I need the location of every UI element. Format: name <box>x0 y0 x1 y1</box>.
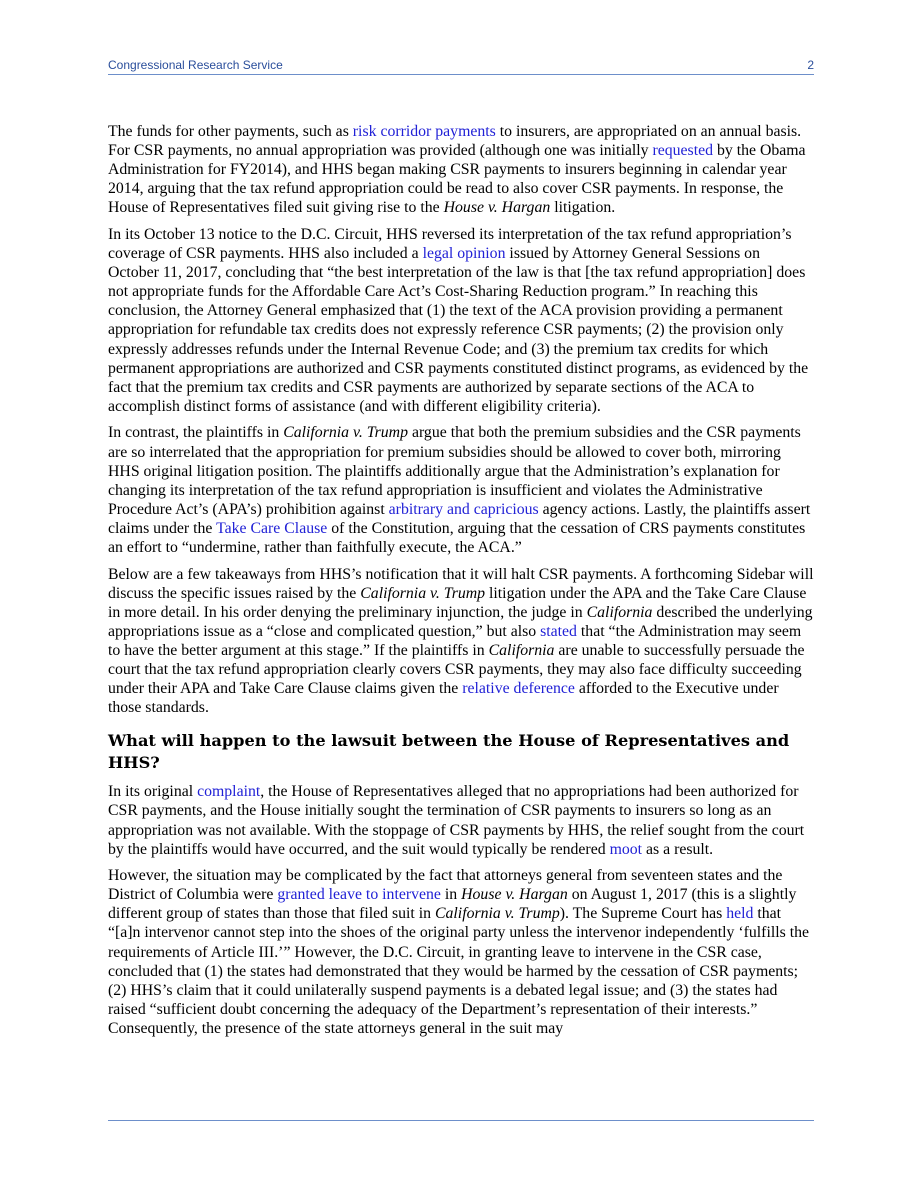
paragraph-house-complaint: In its original complaint, the House of Representatives alleged that no appropriations had been authorized for CSR payments, and the House initially sought the termination of CSR payments to insurers so long as an appropriation was not available. With the stoppage of CSR payments by HHS, the relief sought from the court by the plaintiffs would have occurred, and the suit would typically be rendered moot as a result. <box>108 783 805 858</box>
paragraph-plaintiffs-argument: In contrast, the plaintiffs in California v. Trump argue that both the premium subsidies and the CSR payments are so interrelated that the appropriation for premium subsidies should be allowed to cover both, mirroring HHS original litigation position. The plaintiffs additionally argue that the Administration’s explanation for changing its interpretation of the tax refund appropriation is insufficient and violates the Administrative Procedure Act’s (APA’s) prohibition against arbitrary and capricious agency actions. Lastly, the plaintiffs assert claims under the Take Care Clause of the Constitution, arguing that the cessation of CRS payments constitutes an effort to “undermine, rather than faithfully execute, the ACA.” <box>108 424 811 556</box>
link-complaint[interactable]: complaint <box>197 783 261 801</box>
link-arbitrary-and-capricious[interactable]: arbitrary and capricious <box>388 500 539 518</box>
header-divider <box>108 74 814 75</box>
case-name: California <box>586 603 653 621</box>
case-name: House v. Hargan <box>443 199 551 217</box>
link-relative-deference[interactable]: relative deference <box>462 680 575 698</box>
paragraph-intervenors: However, the situation may be complicated by the fact that attorneys general from seventeen states and the District of Columbia were granted leave to intervene in House v. Hargan on August 1, 2017 (this is a slightly different group of states than those that filed suit in California v. Trump). The Supreme Court has held that “[a]n intervenor cannot step into the shoes of the original party unless the intervenor independently ‘fulfills the requirements of Article III.’” However, the D.C. Circuit, in granting leave to intervene in the CSR case, concluded that (1) the states had demonstrated that they would be harmed by the cessation of CSR payments; (2) HHS’s claim that it could unilaterally suspend payments is a debated legal issue; and (3) the states had raised “sufficient doubt concerning the adequacy of the Department’s representation of their interests.” Consequently, the presence of the state attorneys general in the suit may <box>108 867 810 1037</box>
header-organization: Congressional Research Service <box>108 58 283 72</box>
link-take-care-clause[interactable]: Take Care Clause <box>216 519 328 537</box>
page-number: 2 <box>807 58 814 72</box>
case-name: House v. Hargan <box>461 886 568 904</box>
section-heading: What will happen to the lawsuit between the House of Representatives and HHS? <box>108 731 790 773</box>
document-body <box>108 122 814 1046</box>
link-held[interactable]: held <box>726 905 754 923</box>
link-requested[interactable]: requested <box>652 142 713 160</box>
link-granted-leave-to-intervene[interactable]: granted leave to intervene <box>277 886 441 904</box>
footer-divider <box>108 1120 814 1121</box>
link-risk-corridor-payments[interactable]: risk corridor payments <box>352 123 496 140</box>
link-legal-opinion[interactable]: legal opinion <box>422 245 506 263</box>
link-stated[interactable]: stated <box>540 622 577 640</box>
link-moot[interactable]: moot <box>609 840 643 858</box>
paragraph-hhs-reversal: In its October 13 notice to the D.C. Circuit, HHS reversed its interpretation of the tax refund appropriation’s coverage of CSR payments. HHS also included a legal opinion issued by Attorney General Sessions on October 11, 2017, concluding that “the best interpretation of the law is that [the tax refund appropriation] does not appropriate funds for the Affordable Care Act’s Cost-Sharing Reduction program.” In reaching this conclusion, the Attorney General emphasized that (1) the text of the ACA provision providing a permanent appropriation for refundable tax credits does not expressly reference CSR payments; (2) the provision only expressly addresses refunds under the Internal Revenue Code; and (3) the premium tax credits for which permanent appropriations are authorized and CSR payments constituted distinct programs, as evidenced by the fact that the premium tax credits and CSR payments are authorized by separate sections of the ACA to accomplish distinct forms of assistance (and with different eligibility criteria). <box>108 225 809 415</box>
case-name: California v. Trump <box>434 905 560 923</box>
case-name: California v. Trump <box>360 584 486 602</box>
paragraph-takeaways: Below are a few takeaways from HHS’s notification that it will halt CSR payments. A forthcoming Sidebar will discuss the specific issues raised by the California v. Trump litigation under the APA and the Take Care Clause in more detail. In his order denying the preliminary injunction, the judge in California described the underlying appropriations issue as a “close and complicated question,” but also stated that “the Administration may seem to have the better argument at this stage.” If the plaintiffs in California are unable to successfully persuade the court that the tax refund appropriation clearly covers CSR payments, they may also face difficulty succeeding under their APA and Take Care Clause claims given the relative deference afforded to the Executive under those standards. <box>108 565 814 717</box>
paragraph-funding-background: The funds for other payments, such as risk corridor payments to insurers, are appropriated on an annual basis. For CSR payments, no annual appropriation was provided (although one was initially requested by the Obama Administration for FY2014), and HHS began making CSR payments to insurers beginning in calendar year 2014, arguing that the tax refund appropriation could be read to also cover CSR payments. In response, the House of Representatives filed suit giving rise to the House v. Hargan litigation. <box>108 123 806 217</box>
case-name: California v. Trump <box>283 424 408 442</box>
case-name: California <box>488 641 555 659</box>
page-header <box>108 58 814 74</box>
